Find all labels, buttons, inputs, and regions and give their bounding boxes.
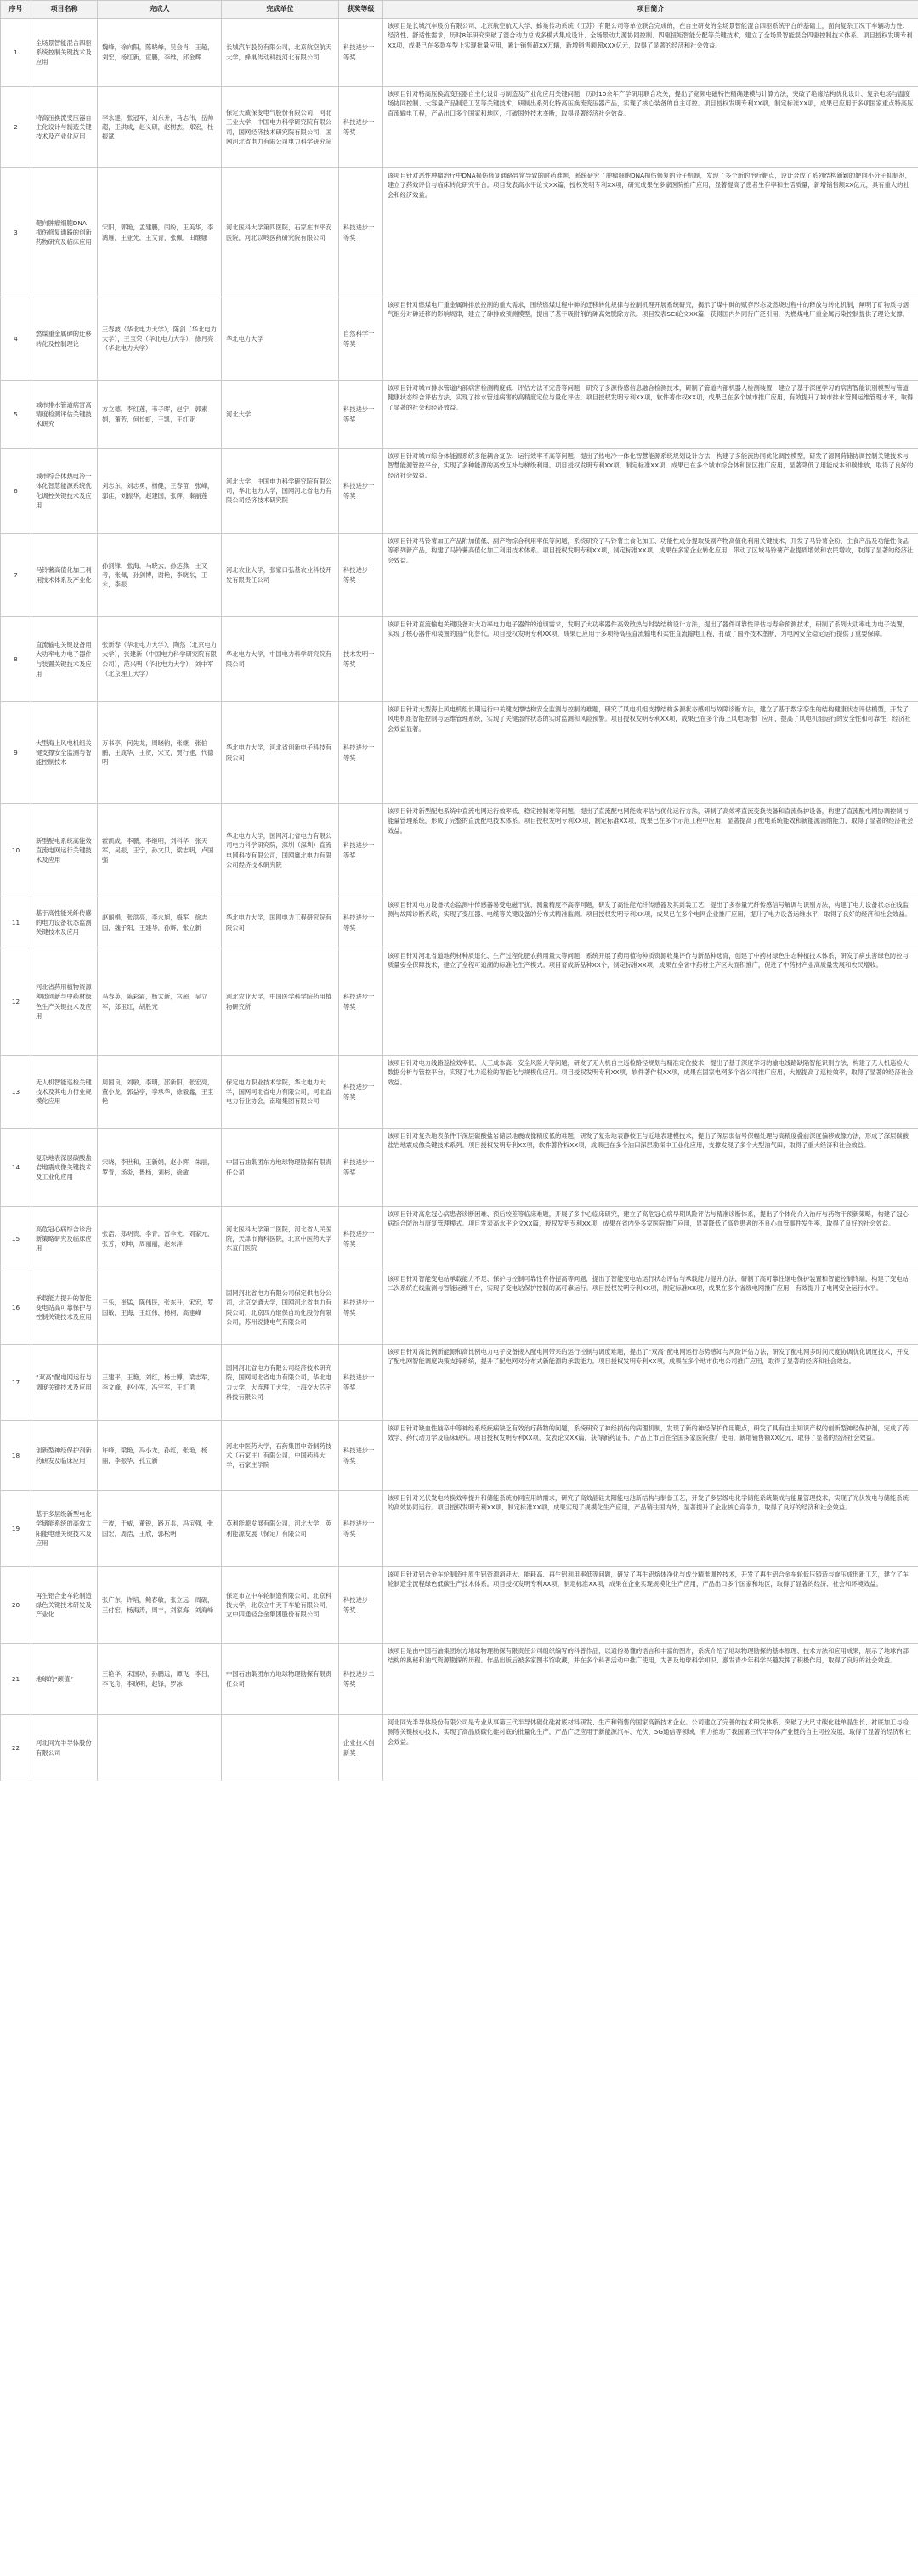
cell-award-level: 科技进步一等奖 bbox=[339, 87, 383, 168]
table-header-row bbox=[1, 1, 918, 19]
cell-completers: 周国良，刘敏，李明，邵新阳，张宏亮，董小龙，郭益亭，李承华，徐毅鑫，王宝艳 bbox=[98, 1056, 222, 1129]
cell-award-level: 科技进步一等奖 bbox=[339, 1129, 383, 1207]
cell-award-level: 科技进步一等奖 bbox=[339, 168, 383, 297]
cell-completers: 赵丽娟，张洪亮，李永旭，梅军，徐志国，魏子阳，王建华，孙辉，张立新 bbox=[98, 897, 222, 948]
cell-project-name: 新型配电系统高能效直流电网运行关键技术及应用 bbox=[31, 804, 98, 897]
cell-completers: 李永建，张冠军，刘东升，马志伟，岳帅超，王洪成，赵义研，赵树杰，郑宏，杜振斌 bbox=[98, 87, 222, 168]
cell-serial: 12 bbox=[1, 948, 31, 1056]
cell-award-level: 科技进步一等奖 bbox=[339, 1207, 383, 1271]
cell-completers: 许峰，梁艳，冯小龙，孙红，张艳，杨丽，李振华，孔立新 bbox=[98, 1421, 222, 1491]
cell-serial: 19 bbox=[1, 1491, 31, 1567]
cell-completers: 于波，于威，董锐，路万兵，冯宝强，张国宏，周浩，王欣，郭松明 bbox=[98, 1491, 222, 1567]
table-row bbox=[1, 381, 918, 449]
table-row bbox=[1, 1207, 918, 1271]
cell-completers: 张浩，郑明贵，李青，雷李光，刘家元，张芳，刘坤，周丽丽，赵东洋 bbox=[98, 1207, 222, 1271]
cell-units: 河北大学，中国电力科学研究院有限公司，华北电力大学，国网河北省电力有限公司经济技术研究院 bbox=[222, 449, 339, 534]
cell-intro: 该项目针对大型海上风电机组长期运行中关键支撑结构安全监测与控制的难题，研究了风电机组支撑结构多源状态感知与故障诊断方法，建立了基于数字孪生的结构健康状态评估模型，开发了风电机组智能控制与运维管理系统，实现了关键部件状态的实时监测和风险预警。项目授权发明专利XX项，成果已在多个海上风电场推广应用，提高了风电机组运行的安全性和可靠性，经济社会效益显著。 bbox=[383, 702, 918, 804]
cell-award-level: 技术发明一等奖 bbox=[339, 617, 383, 702]
table-row bbox=[1, 1129, 918, 1207]
header-project-name: 项目名称 bbox=[31, 1, 98, 19]
cell-completers: 王乐，崔猛，陈伟民，张东升，宋宏，罗国敏，王海，王红伟，杨柯，高建峰 bbox=[98, 1271, 222, 1345]
cell-units bbox=[222, 1715, 339, 1781]
table-row bbox=[1, 1056, 918, 1129]
cell-serial: 17 bbox=[1, 1345, 31, 1421]
cell-serial: 5 bbox=[1, 381, 31, 449]
cell-completers: 张广东，许培，鲍春敏，张立远，周砺，王付宏，杨海涛，周丰，刘家海，刘海峰 bbox=[98, 1567, 222, 1644]
cell-intro: 该项目针对电力线路巡检效率低、人工成本高、安全风险大等问题，研发了无人机自主巡检路径规划与精准定位技术，提出了基于深度学习的输电线路缺陷智能识别方法，构建了无人机巡检大数据分析与管控平台，实现了电力巡检的智能化与规模化应用。项目授权发明专利XX项，软件著作权XX项，成果在国家电网多个省公司推广应用，大幅提高了巡检效率，取得了显著的经济社会效益。 bbox=[383, 1056, 918, 1129]
cell-project-name: 再生铝合金车轮制造绿色关键技术研发及产业化 bbox=[31, 1567, 98, 1644]
cell-completers: 马春英，陈彩霞，杨太新，宫超，吴立军，郑玉红，胡胜光 bbox=[98, 948, 222, 1056]
cell-intro: 该项目针对城市综合体能源系统多能耦合复杂、运行效率不高等问题，提出了热电冷一体化智慧能源系统规划设计方法，构建了多能流协同优化调控模型，研发了源网荷储协调控制关键技术与智慧能源管控平台，实现了多种能源的高效互补与梯级利用。项目授权发明专利XX项，制定标准XX项，成果已在多个城市综合体和园区推广应用，显著降低了用能成本和碳排放，取得了良好的经济社会效益。 bbox=[383, 449, 918, 534]
cell-project-name: 基于高性能光纤传感的电力设备状态监测关键技术及应用 bbox=[31, 897, 98, 948]
cell-intro: 该项目针对燃煤电厂重金属砷排放控制的重大需求，围绕燃煤过程中砷的迁移转化规律与控制机理开展系统研究，揭示了煤中砷的赋存形态及燃烧过程中的释放与转化机制，阐明了矿物质与烟气组分对砷迁移的影响规律，建立了砷排放预测模型，提出了基于吸附剂的砷高效脱除方法。项目发表SCI论文XX篇，获得国内外同行广泛引用，为燃煤电厂重金属污染控制提供了理论支撑。 bbox=[383, 297, 918, 381]
table-row bbox=[1, 804, 918, 897]
cell-serial: 20 bbox=[1, 1567, 31, 1644]
header-award-level: 获奖等级 bbox=[339, 1, 383, 19]
cell-completers: 刘志东，刘志勇，杨健，王春苗，张峰，郭佳，刘振华，赵建国，张辉，秦丽莲 bbox=[98, 449, 222, 534]
cell-award-level: 科技进步一等奖 bbox=[339, 1056, 383, 1129]
cell-completers bbox=[98, 1715, 222, 1781]
cell-serial: 4 bbox=[1, 297, 31, 381]
cell-award-level: 科技进步一等奖 bbox=[339, 1345, 383, 1421]
cell-intro: 该项目针对电力设备状态监测中传感器易受电磁干扰、测量精度不高等问题，研发了高性能光纤传感器及其封装工艺，提出了多参量光纤传感信号解调与识别方法，构建了电力设备状态在线监测与故障诊断系统，实现了变压器、电缆等关键设备的分布式精准监测。项目授权发明专利XX项，成果已在多个电网企业推广应用，提升了电力设备运维水平，取得了良好的经济和社会效益。 bbox=[383, 897, 918, 948]
cell-serial: 3 bbox=[1, 168, 31, 297]
cell-completers: 宋晓，李世和，王新娟，赵小辉，朱丽，罗青，汤炎，鲁杨，刘彬，徐敏 bbox=[98, 1129, 222, 1207]
cell-intro: 该项目针对直流输电关键设备对大功率电力电子器件的迫切需求，发明了大功率器件高效散热与封装结构设计方法，提出了器件可靠性评估与寿命预测技术，研制了系列大功率电力电子装置，实现了核心器件和装置的国产化替代。项目授权发明专利XX项，成果已应用于多项特高压直流输电和柔性直流输电工程，打破了国外技术垄断，为电网安全稳定运行提供了重要保障。 bbox=[383, 617, 918, 702]
table-row bbox=[1, 19, 918, 87]
cell-serial: 22 bbox=[1, 1715, 31, 1781]
cell-units: 河北中医药大学，石药集团中奇制药技术（石家庄）有限公司，中国药科大学，石家庄学院 bbox=[222, 1421, 339, 1491]
cell-project-name: 地球的“颜值” bbox=[31, 1644, 98, 1715]
cell-units: 中国石油集团东方地球物理勘探有限责任公司 bbox=[222, 1129, 339, 1207]
table-row bbox=[1, 297, 918, 381]
cell-project-name: 城市排水管道病害高精度检测评估关键技术研究 bbox=[31, 381, 98, 449]
table-row bbox=[1, 1271, 918, 1345]
table-row bbox=[1, 168, 918, 297]
cell-award-level: 科技进步一等奖 bbox=[339, 702, 383, 804]
cell-completers: 魏峰，徐向阳，陈晓峰，吴会肖，王超，刘宏，杨红新，宦鹏，李维，邱金辉 bbox=[98, 19, 222, 87]
cell-serial: 6 bbox=[1, 449, 31, 534]
cell-serial: 16 bbox=[1, 1271, 31, 1345]
cell-serial: 2 bbox=[1, 87, 31, 168]
cell-intro: 该项目针对马铃薯加工产品附加值低、副产物综合利用率低等问题，系统研究了马铃薯主食化加工、功能性成分提取及副产物高值化利用关键技术，开发了马铃薯全粉、主食产品及功能性食品等系列新产品，构建了马铃薯高值化加工利用技术体系。项目授权发明专利XX项，制定标准XX项，成果在多家企业转化应用，带动了区域马铃薯产业提质增效和农民增收，取得了显著的经济社会效益。 bbox=[383, 534, 918, 617]
cell-units: 华北电力大学，国网电力工程研究院有限公司 bbox=[222, 897, 339, 948]
cell-intro: 该项目针对新型配电系统中直流电网运行效率低、稳定控制难等问题，提出了直流配电网能效评估与优化运行方法，研制了高效率直流变换装备和直流保护设备，构建了直流配电网协调控制与能量管理系统，形成了完整的直流配电技术体系。项目授权发明专利XX项，制定标准XX项，成果已在多个示范工程中应用，显著提高了配电系统能效和新能源消纳能力，取得了显著的经济社会效益。 bbox=[383, 804, 918, 897]
cell-project-name: 复杂地表深层碳酸盐岩地震成像关键技术及工业化应用 bbox=[31, 1129, 98, 1207]
cell-serial: 18 bbox=[1, 1421, 31, 1491]
header-serial: 序号 bbox=[1, 1, 31, 19]
cell-completers: 宋阳，郭艳，孟建鹏，闫纷，王美华，李鸿雁，王亚光，王文青，张佩，田继娜 bbox=[98, 168, 222, 297]
cell-serial: 21 bbox=[1, 1644, 31, 1715]
cell-units: 保定电力职业技术学院，华北电力大学，国网河北省电力有限公司，河北省电力行业协会，南瑞集团有限公司 bbox=[222, 1056, 339, 1129]
cell-units: 长城汽车股份有限公司，北京航空航天大学，蜂巢传动科技河北有限公司 bbox=[222, 19, 339, 87]
cell-units: 河北农业大学，中国医学科学院药用植物研究所 bbox=[222, 948, 339, 1056]
cell-intro: 该项目针对高比例新能源和高比例电力电子设备接入配电网带来的运行控制与调度难题，提出了“双高”配电网运行态势感知与风险评估方法，研发了配电网多时间尺度协调优化调度技术，开发了配电网智能调度决策支持系统，提升了配电网对分布式新能源的承载能力。项目授权发明专利XX项，成果在多个地市供电公司推广应用，取得了显著的经济和社会效益。 bbox=[383, 1345, 918, 1421]
cell-units: 华北电力大学，中国电力科学研究院有限公司 bbox=[222, 617, 339, 702]
cell-intro: 该项目针对恶性肿瘤治疗中DNA损伤修复通路异常导致的耐药难题，系统研究了肿瘤细胞DNA损伤修复的分子机制，发现了多个新的治疗靶点，设计合成了系列结构新颖的靶向小分子抑制剂，建立了药效评价与临床转化研究平台。项目发表高水平论文XX篇，授权发明专利XX项，研究成果在多家医院推广应用，显著提高了患者生存率和生活质量，新增销售额XX亿元，具有重大的社会和经济效益。 bbox=[383, 168, 918, 297]
cell-serial: 10 bbox=[1, 804, 31, 897]
cell-serial: 9 bbox=[1, 702, 31, 804]
cell-project-name: 马铃薯高值化加工利用技术体系及产业化 bbox=[31, 534, 98, 617]
table-row bbox=[1, 702, 918, 804]
cell-award-level: 科技进步二等奖 bbox=[339, 1644, 383, 1715]
cell-intro: 该项目针对铝合金车轮制造中原生铝资源消耗大、能耗高、再生铝利用率低等问题，研发了再生铝熔体净化与成分精准调控技术，开发了再生铝合金车轮低压铸造与旋压成形新工艺，建立了车轮制造全流程绿色低碳生产技术体系。项目授权发明专利XX项，制定标准XX项，成果在企业实现规模化生产应用，产品出口多个国家和地区，取得了显著的经济、社会和环境效益。 bbox=[383, 1567, 918, 1644]
cell-units: 河北农业大学，张家口弘基农业科技开发有限责任公司 bbox=[222, 534, 339, 617]
cell-intro: 该项目针对特高压换流变压器自主化设计与制造及产业化应用关键问题，历时10余年产学研用联合攻关，提出了宽频电磁特性精确建模与计算方法，突破了绝缘结构优化设计、复杂电场与温度场协同控制、大容量产品制造工艺等关键技术，研制出系列化特高压换流变压器产品，实现了核心装备的自主可控。项目授权发明专利XX项，制定标准XX项，成果已应用于多项国家重点特高压直流输电工程，产品出口多个国家和地区，打破国外技术垄断，取得显著经济社会效益。 bbox=[383, 87, 918, 168]
cell-project-name: 靶向肿瘤细胞DNA损伤修复通路的创新药物研究及临床应用 bbox=[31, 168, 98, 297]
table-row bbox=[1, 1567, 918, 1644]
cell-units: 华北电力大学，国网河北省电力有限公司电力科学研究院，深圳（深圳）直流电网科技有限公司，国网冀北电力有限公司经济技术研究院 bbox=[222, 804, 339, 897]
cell-units: 英利能源发展有限公司，河北大学，英利能源发展（保定）有限公司 bbox=[222, 1491, 339, 1567]
cell-award-level: 科技进步一等奖 bbox=[339, 534, 383, 617]
cell-project-name: 河北省药用植物资源种质创新与中药材绿色生产关键技术及应用 bbox=[31, 948, 98, 1056]
cell-project-name: 基于多层级新型电化学储能系统的高效太阳能电池关键技术及应用 bbox=[31, 1491, 98, 1567]
cell-project-name: 承载能力提升的智能变电站高可靠保护与控制关键技术及应用 bbox=[31, 1271, 98, 1345]
cell-project-name: 高危冠心病综合诊治新策略研究及临床应用 bbox=[31, 1207, 98, 1271]
table-row bbox=[1, 1491, 918, 1567]
cell-award-level: 科技进步一等奖 bbox=[339, 449, 383, 534]
cell-completers: 王春波（华北电力大学），陈剑（华北电力大学），王宝荣（华北电力大学），徐月亮（华北电力大学） bbox=[98, 297, 222, 381]
cell-project-name: 河北同光半导体股份有限公司 bbox=[31, 1715, 98, 1781]
table-row bbox=[1, 948, 918, 1056]
cell-serial: 11 bbox=[1, 897, 31, 948]
cell-intro: 该项目针对光伏发电转换效率提升和储能系统协同应用的需求，研究了高效晶硅太阳能电池新结构与制备工艺，开发了多层级电化学储能系统集成与能量管理技术，实现了光伏发电与储能系统的高效协同运行。项目授权发明专利XX项，制定标准XX项，成果实现了规模化生产应用，产品销往国内外，显著提升了企业核心竞争力，取得了良好的经济和社会效益。 bbox=[383, 1491, 918, 1567]
cell-units: 保定市立中车轮制造有限公司，北京科技大学，北京立中天下车轮有限公司，立中四通轻合金集团股份有限公司 bbox=[222, 1567, 339, 1644]
header-units: 完成单位 bbox=[222, 1, 339, 19]
cell-award-level: 科技进步一等奖 bbox=[339, 897, 383, 948]
cell-units: 河北医科大学第四医院，石家庄市平安医院，河北以岭医药研究院有限公司 bbox=[222, 168, 339, 297]
cell-serial: 1 bbox=[1, 19, 31, 87]
cell-units: 中国石油集团东方地球物理勘探有限责任公司 bbox=[222, 1644, 339, 1715]
cell-completers: 万书亭，何先龙，周晓钧，张继，张伯鹏，王成华，王贺，宋文，贾行建，代德明 bbox=[98, 702, 222, 804]
cell-intro: 该项目针对城市排水管道内部病害检测精度低、评估方法不完善等问题，研究了多源传感信息融合检测技术，研制了管道内部机器人检测装置，建立了基于深度学习的病害智能识别模型与管道健康状态综合评估方法，实现了排水管道病害的高精度定位与量化评估。项目授权发明专利XX项，软件著作权XX项，成果已在多个城市推广应用，有效提升了城市排水管网运维管理水平，取得了显著的社会和经济效益。 bbox=[383, 381, 918, 449]
cell-award-level: 自然科学一等奖 bbox=[339, 297, 383, 381]
header-intro: 项目简介 bbox=[383, 1, 918, 19]
cell-project-name: “双高”配电网运行与调度关键技术及应用 bbox=[31, 1345, 98, 1421]
cell-intro: 该项目针对高危冠心病患者诊断困难、预后较差等临床难题，开展了多中心临床研究，建立了高危冠心病早期风险评估与精准诊断体系，提出了个体化介入治疗与药物干预新策略，构建了冠心病综合防治与康复管理模式。项目发表高水平论文XX篇，授权发明专利XX项，成果在省内外多家医院推广应用，显著降低了高危患者的不良心血管事件发生率，取得了良好的社会效益。 bbox=[383, 1207, 918, 1271]
cell-project-name: 无人机智能巡检关键技术及其电力行业规模化应用 bbox=[31, 1056, 98, 1129]
cell-project-name: 创新型神经保护剂新药研发及临床应用 bbox=[31, 1421, 98, 1491]
cell-serial: 8 bbox=[1, 617, 31, 702]
cell-serial: 14 bbox=[1, 1129, 31, 1207]
cell-project-name: 城市综合体热电冷一体化智慧能源系统优化调控关键技术及应用 bbox=[31, 449, 98, 534]
table-row bbox=[1, 1715, 918, 1781]
cell-project-name: 大型海上风电机组关键支撑安全监测与智能控制技术 bbox=[31, 702, 98, 804]
cell-award-level: 科技进步一等奖 bbox=[339, 804, 383, 897]
table-row bbox=[1, 87, 918, 168]
cell-award-level: 企业技术创新奖 bbox=[339, 1715, 383, 1781]
table-row bbox=[1, 1421, 918, 1491]
cell-award-level: 科技进步一等奖 bbox=[339, 381, 383, 449]
cell-intro: 河北同光半导体股份有限公司是专业从事第三代半导体碳化硅衬底材料研发、生产和销售的国家高新技术企业。公司建立了完善的技术研发体系，突破了大尺寸碳化硅单晶生长、衬底加工与检测等关键核心技术，实现了高品质碳化硅衬底的批量化生产，产品广泛应用于新能源汽车、光伏、5G通信等领域，有力推动了我国第三代半导体产业链的自主可控发展，取得了显著的经济和社会效益。 bbox=[383, 1715, 918, 1781]
cell-intro: 该项目针对智能变电站承载能力不足、保护与控制可靠性有待提高等问题，提出了智能变电站运行状态评估与承载能力提升方法，研制了高可靠性继电保护装置和智能控制终端，构建了变电站二次系统在线监测与智能运维平台，实现了变电站保护控制的高可靠运行。项目授权发明专利XX项，制定标准XX项，成果在多个省级电网推广应用，有效提升了电网安全运行水平。 bbox=[383, 1271, 918, 1345]
cell-units: 华北电力大学 bbox=[222, 297, 339, 381]
cell-award-level: 科技进步一等奖 bbox=[339, 1567, 383, 1644]
cell-completers: 方立德，李红莲，韦子晖，赵宁，郭素娟，董芳，何长虹，王凯，王红亚 bbox=[98, 381, 222, 449]
cell-project-name: 特高压换流变压器自主化设计与制造关键技术及产业化应用 bbox=[31, 87, 98, 168]
cell-intro: 该项目针对缺血性脑卒中等神经系统疾病缺乏有效治疗药物的问题，系统研究了神经损伤的病理机制，发现了新的神经保护作用靶点，研发了具有自主知识产权的创新型神经保护剂，完成了药效学、药代动力学及临床研究。项目授权发明专利XX项，发表论文XX篇，获得新药证书，产品上市后在全国多家医院推广使用，新增销售额XX亿元，取得了显著的经济社会效益。 bbox=[383, 1421, 918, 1491]
cell-units: 国网河北省电力有限公司保定供电分公司，北京交通大学，国网河北省电力有限公司，北京四方继保自动化股份有限公司，苏州锐捷电气有限公司 bbox=[222, 1271, 339, 1345]
cell-project-name: 直流输电关键设备用大功率电力电子器件与装置关键技术及应用 bbox=[31, 617, 98, 702]
cell-completers: 霍凯成，李鹏，李继明，刘科华，张天军，吴振，王宁，孙文贝，梁志明，卢国强 bbox=[98, 804, 222, 897]
cell-intro: 该项目是由中国石油集团东方地球物理勘探有限责任公司组织编写的科普作品，以通俗易懂的语言和丰富的图片，系统介绍了地球物理勘探的基本原理、技术方法和应用成果，展示了地球内部结构的奥秘和油气资源勘探的历程。作品出版后被多家图书馆收藏，并在多个科普活动中推广使用，为普及地球科学知识、激发青少年科学兴趣发挥了积极作用，取得了良好的社会效益。 bbox=[383, 1644, 918, 1715]
table-row bbox=[1, 617, 918, 702]
cell-award-level: 科技进步一等奖 bbox=[339, 1491, 383, 1567]
cell-award-level: 科技进步一等奖 bbox=[339, 1421, 383, 1491]
cell-completers: 孙剑锋，张海，马晓云，孙达燕，王文考，张佩，孙剑博，谢艳，李晓东，王永，李振 bbox=[98, 534, 222, 617]
cell-intro: 该项目针对复杂地表条件下深层碳酸盐岩储层地震成像精度低的难题，研发了复杂地表静校正与近地表建模技术，提出了深层弱信号保幅处理与高精度叠前深度偏移成像方法，形成了深层碳酸盐岩地震成像关键技术系列。项目授权发明专利XX项，软件著作权XX项，成果已在多个油田深层勘探中工业化应用，支撑发现了多个大型油气田，取得了重大经济和社会效益。 bbox=[383, 1129, 918, 1207]
cell-project-name: 全场景智能混合四驱系统控制关键技术及应用 bbox=[31, 19, 98, 87]
cell-units: 河北医科大学第二医院，河北省人民医院，天津市胸科医院，北京中医药大学东直门医院 bbox=[222, 1207, 339, 1271]
cell-award-level: 科技进步一等奖 bbox=[339, 1271, 383, 1345]
cell-award-level: 科技进步一等奖 bbox=[339, 19, 383, 87]
cell-units: 国网河北省电力有限公司经济技术研究院，国网河北省电力有限公司，华北电力大学，大连理工大学，上海交大芯宇科技有限公司 bbox=[222, 1345, 339, 1421]
header-completers: 完成人 bbox=[98, 1, 222, 19]
cell-intro: 该项目针对河北省道地药材种质退化、生产过程化肥农药用量大等问题，系统开展了药用植物种质资源收集评价与新品种选育，创建了中药材绿色生态种植技术体系，研发了病虫害绿色防控与质量安全保障技术，建立了全程可追溯的标准化生产模式。项目育成新品种XX个，制定标准XX项，成果在全省中药材主产区大面积推广，促进了中药材产业高质量发展和农民增收。 bbox=[383, 948, 918, 1056]
cell-completers: 王艳华，宋国功，孙鹏远，谭飞，李吕，李飞舟，李晓明，赵锋，罗冰 bbox=[98, 1644, 222, 1715]
cell-serial: 13 bbox=[1, 1056, 31, 1129]
table-row bbox=[1, 534, 918, 617]
table-row bbox=[1, 897, 918, 948]
cell-serial: 15 bbox=[1, 1207, 31, 1271]
table-row bbox=[1, 1644, 918, 1715]
cell-serial: 7 bbox=[1, 534, 31, 617]
cell-units: 保定天威保变电气股份有限公司，河北工业大学，中国电力科学研究院有限公司，国网经济技术研究院有限公司，国网河北省电力有限公司电力科学研究院 bbox=[222, 87, 339, 168]
cell-units: 华北电力大学，河北省创新电子科技有限公司 bbox=[222, 702, 339, 804]
table-row bbox=[1, 1345, 918, 1421]
cell-award-level: 科技进步一等奖 bbox=[339, 948, 383, 1056]
table-row bbox=[1, 449, 918, 534]
cell-units: 河北大学 bbox=[222, 381, 339, 449]
cell-completers: 张新春（华北电力大学），陶然（北京电力大学），张建新（中国电力科学研究院有限公司），范兴明（华北电力大学），刘中军（北京理工大学） bbox=[98, 617, 222, 702]
cell-completers: 王建平，王艳，刘红，杨士博，梁志军，李文峰，赵小军，冯宇军，王汇勇 bbox=[98, 1345, 222, 1421]
cell-intro: 该项目是长城汽车股份有限公司、北京航空航天大学、蜂巢传动系统（江苏）有限公司等单位联合完成的，在自主研发的全场景智能混合四驱系统平台的基础上，面向复杂工况下车辆动力性、经济性、舒适性需求，历时8年研究突破了混合动力总成多模式集成设计、全场景动力源协同控制、四驱扭矩智能分配等关键技术，建立了全场景智能混合四驱控制技术体系。项目授权发明专利XX项，成果已在多款车型上实现批量应用，累计销售超XX万辆，新增销售额超XXX亿元，取得了显著的经济和社会效益。 bbox=[383, 19, 918, 87]
cell-project-name: 燃煤重金属砷的迁移转化及控制理论 bbox=[31, 297, 98, 381]
